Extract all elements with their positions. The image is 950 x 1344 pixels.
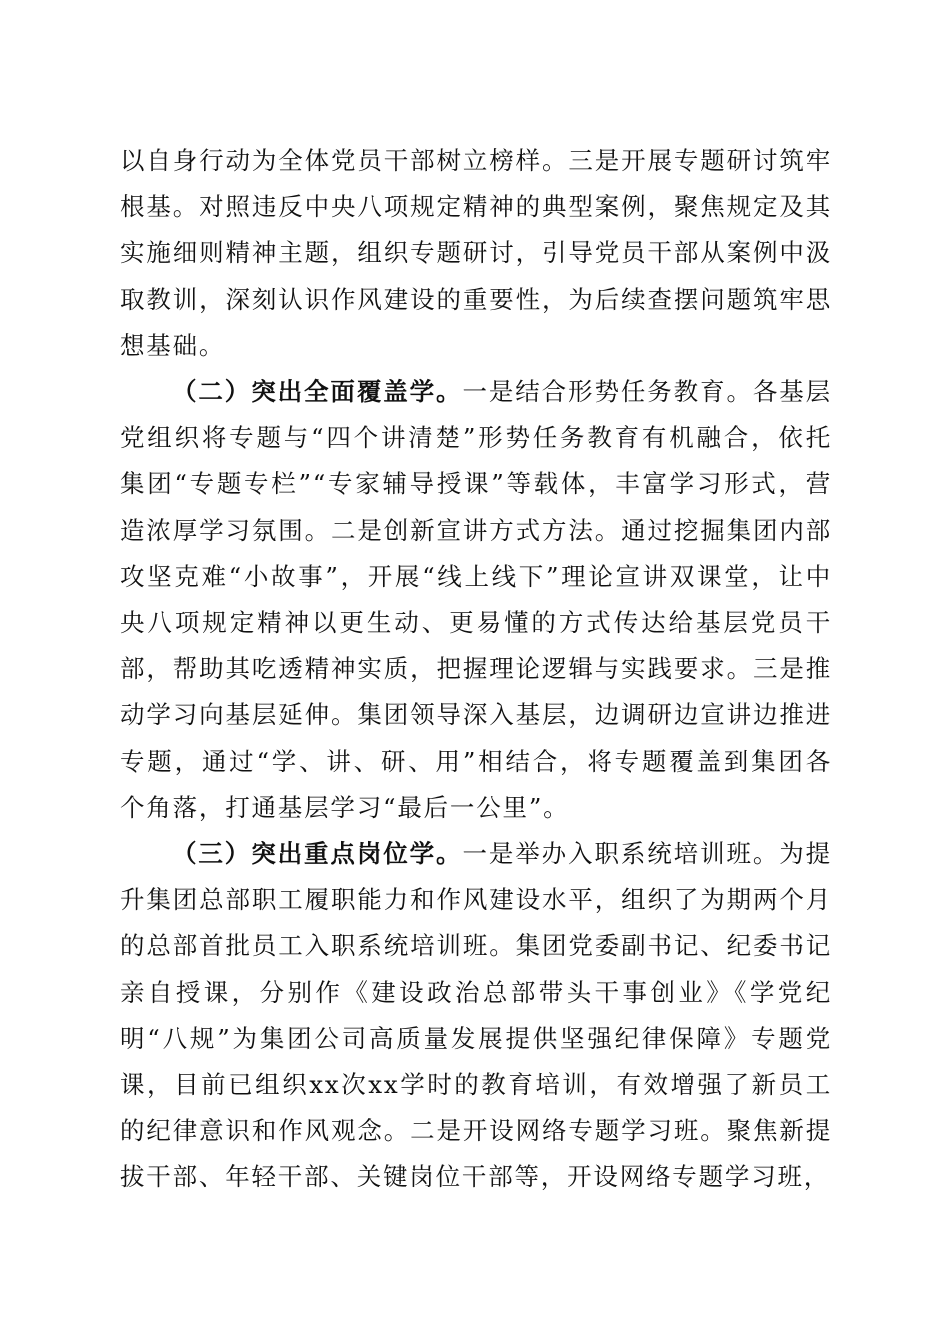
paragraph-body: 一是举办入职系统培训班。为提升集团总部职工履职能力和作风建设水平，组织了为期两个月的总部首批员工入职系统培训班。集团党委副书记、纪委书记亲自授课，分别作《建设政治总部带头干事创业》《学党纪明“八规”为集团公司高质量发展提供坚强纪律保障》专题党课，目前已组织xx次xx学时的教育培训，有效增强了新员工的纪律意识和作风观念。二是开设网络专题学习班。聚焦新提拔干部、年轻干部、关键岗位干部等，开设网络专题学习班，: [120, 839, 832, 1192]
paragraph-continued: [120, 138, 832, 369]
paragraph-body: 一是结合形势任务教育。各基层党组织将专题与“四个讲清楚”形势任务教育有机融合，依托集团“专题专栏”“专家辅导授课”等载体，丰富学习形式，营造浓厚学习氛围。二是创新宣讲方式方法。通过挖掘集团内部攻坚克难“小故事”，开展“线上线下”理论宣讲双课堂，让中央八项规定精神以更生动、更易懂的方式传达给基层党员干部，帮助其吃透精神实质，把握理论逻辑与实践要求。三是推动学习向基层延伸。集团领导深入基层，边调研边宣讲边推进专题，通过“学、讲、研、用”相结合，将专题覆盖到集团各个角落，打通基层学习“最后一公里”。: [120, 377, 832, 822]
document-page: [120, 138, 832, 1201]
section-heading: （三）突出重点岗位学。: [172, 839, 463, 869]
paragraph-body: 以自身行动为全体党员干部树立榜样。三是开展专题研讨筑牢根基。对照违反中央八项规定精神的典型案例，聚焦规定及其实施细则精神主题，组织专题研讨，引导党员干部从案例中汲取教训，深刻认识作风建设的重要性，为后续查摆问题筑牢思想基础。: [120, 146, 832, 360]
paragraph-section-three: [120, 831, 832, 1201]
paragraph-section-two: [120, 369, 832, 831]
section-heading: （二）突出全面覆盖学。: [172, 377, 463, 407]
